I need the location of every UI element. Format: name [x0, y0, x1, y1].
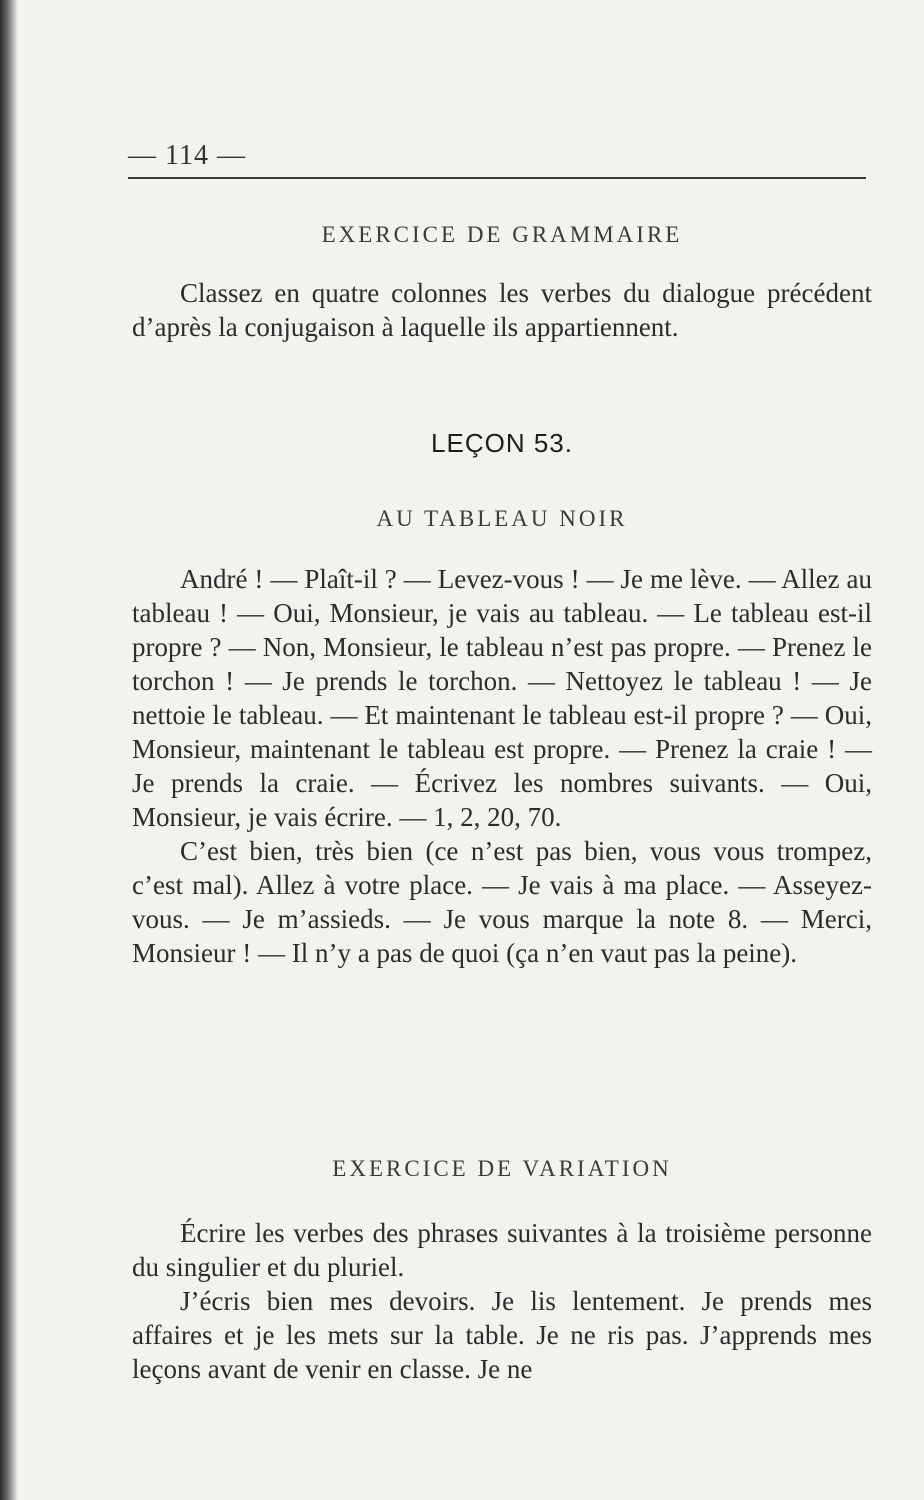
grammar-exercise-paragraph: Classez en quatre colonnes les verbes du dialogue précédent d’après la conjugaison à laquelle ils appartiennent. [132, 278, 872, 342]
lesson-dialogue [132, 562, 872, 970]
dialogue-paragraph-2: C’est bien, très bien (ce n’est pas bien, vous vous trompez, c’est mal). Allez à votre place. — Je vais à ma place. — Asseyez-vous. — Je m’assieds. — Je vous marque la note 8. — Merci, Monsieur ! — Il n’y a pas de quoi (ça n’en vaut pas la peine). [132, 836, 872, 968]
lesson-title: LEÇON 53. [431, 428, 573, 458]
grammar-exercise-text [132, 276, 872, 344]
variation-exercise-text [132, 1216, 872, 1386]
page-number: — 114 — [128, 140, 246, 171]
page-gutter-shadow [0, 0, 18, 1500]
variation-instruction: Écrire les verbes des phrases suivantes à la troisième personne du singulier et du pluriel. [132, 1218, 872, 1282]
lesson-subtitle: AU TABLEAU NOIR [376, 506, 628, 531]
variation-exercise-heading: EXERCICE DE VARIATION [332, 1156, 672, 1181]
header-rule [128, 177, 866, 179]
variation-sentences: J’écris bien mes devoirs. Je lis lentement. Je prends mes affaires et je les mets sur la table. Je ne ris pas. J’apprends mes leçons avant de venir en classe. Je ne [132, 1286, 872, 1384]
page-header [128, 140, 868, 180]
dialogue-paragraph-1: André ! — Plaît-il ? — Levez-vous ! — Je me lève. — Allez au tableau ! — Oui, Monsieur, je vais au tableau. — Le tableau est-il propre ? — Non, Monsieur, le tableau n’est pas propre. — Prenez le torchon ! — Je prends le torchon. — Nettoyez le tableau ! — Je nettoie le tableau. — Et maintenant le tableau est-il propre ? — Oui, Monsieur, maintenant le tableau est propre. — Prenez la craie ! — Je prends la craie. — Écrivez les nombres suivants. — Oui, Monsieur, je vais écrire. — 1, 2, 20, 70. [132, 564, 872, 832]
grammar-exercise-heading: EXERCICE DE GRAMMAIRE [321, 222, 683, 247]
